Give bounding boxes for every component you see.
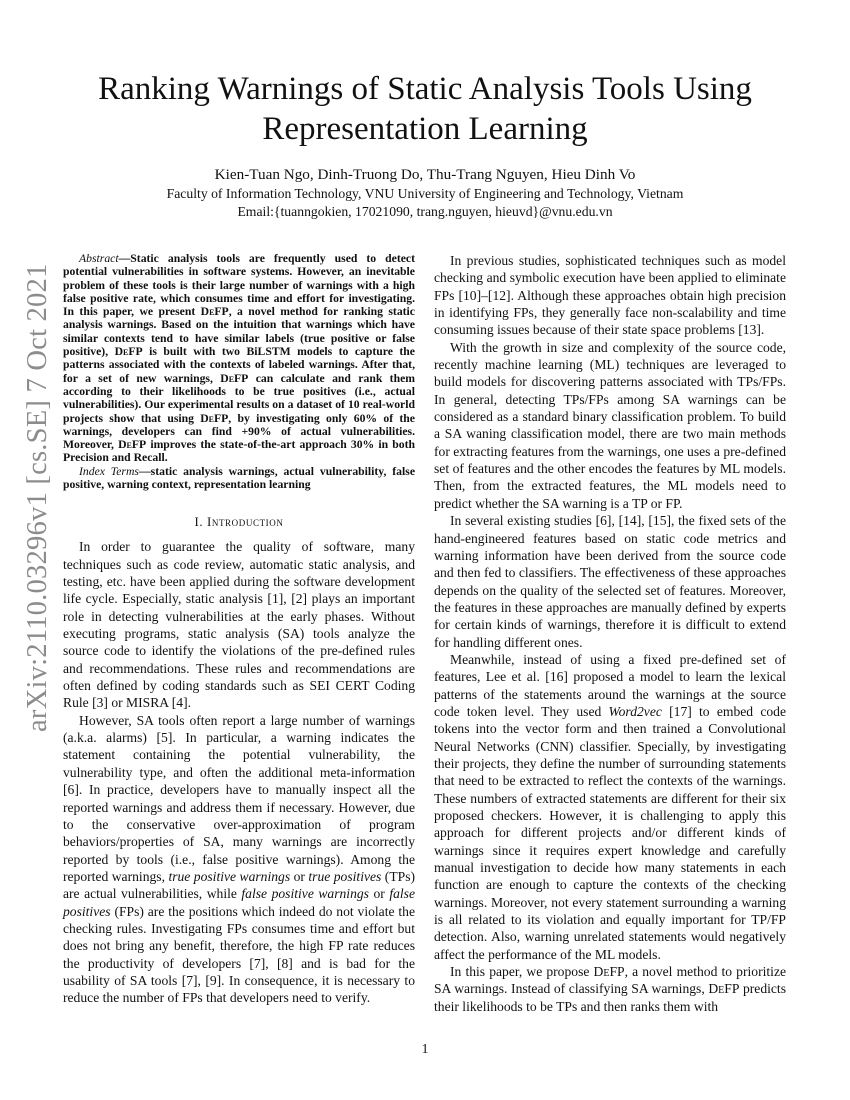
paper-title: Ranking Warnings of Static Analysis Tools Using Representation Learning — [98, 71, 752, 147]
body-paragraph: Meanwhile, instead of using a fixed pre-defined set of features, Lee et al. [16] proposed a model to learn the lexical patterns of the statements around the warnings at the source code token level. They used Word2vec [17] to embed code tokens into the vector form and then trained a Convolutional Neural Networks (CNN) classifier. Specially, by investigating their projects, they define the number of surrounding statements that need to be extracted to reflect the contexts of the warnings. These numbers of extracted statements are different for their six proposed checkers. However, it is challenging to apply this approach for different projects and/or different kinds of warnings since it requires expert knowledge and carefully manual investigation to decide how many statements in each function are enough to capture the contexts of the checking warnings. Moreover, not every statement surrounding a warning is all related to its violation and equally important for TP/FP detection. Also, warning unrelated statements would negatively affect the performance of the ML models. — [434, 651, 786, 962]
section-title: Introduction — [207, 515, 284, 530]
body-paragraph: In previous studies, sophisticated techniques such as model checking and symbolic execution have been applied to eliminate FPs [10]–[12]. Although these approaches obtain high precision in identifying FPs, they generally face non-scalability and time consuming issues because of their state space problems [13]. — [434, 253, 786, 338]
abstract-label: Abstract — [79, 252, 119, 265]
body-paragraph: In this paper, we propose DeFP, a novel method to prioritize SA warnings. Instead of classifying SA warnings, DeFP predicts their likelihoods to be TPs and then ranks them with — [434, 964, 787, 1014]
abstract: Abstract—Static analysis tools are frequently used to detect potential vulnerabilities in software systems. However, an inevitable problem of these tools is their large number of warnings with a high false positive rate, which consumes time and effort for investigating. In this paper, we present DeFP, a novel method for ranking static analysis warnings. Based on the intuition that warnings which have similar contexts tend to have similar labels (true positive or false positive), DeFP is built with two BiLSTM models to capture the patterns associated with the contexts of labeled warnings. After that, for a set of new warnings, DeFP can calculate and rank them according to their likelihoods to be true positives (i.e., actual vulnerabilities). Our experimental results on a dataset of 10 real-world projects show that using DeFP, by investigating only 60% of the warnings, developers can find +90% of actual vulnerabilities. Moreover, DeFP improves the state-of-the-art approach 30% in both Precision and Recall. — [63, 252, 416, 465]
method-name: DeFP — [220, 371, 249, 385]
right-column — [434, 252, 786, 1015]
left-column — [63, 252, 415, 1007]
arxiv-identifier: arXiv:2110.03296v1 [cs.SE] 7 Oct 2021 — [22, 263, 53, 732]
index-terms-label: Index Terms — [79, 464, 139, 478]
index-terms: Index Terms—static analysis warnings, actual vulnerability, false positive, warning context, representation learning — [63, 464, 416, 492]
body-paragraph: However, SA tools often report a large number of warnings (a.k.a. alarms) [5]. In particular, a warning indicates the statement containing the potential vulnerability, the vulnerability type, and often the additional meta-information [6]. In practice, developers have to manually inspect all the reported warnings and address them if necessary. However, due to the conservative over-approximation of program behaviors/properties of SA, many warnings are incorrectly reported by tools (i.e., false positive warnings). Among the reported warnings, true positive warnings or true positives (TPs) are actual vulnerabilities, while false positive warnings or false positives (FPs) are the positions which indeed do not violate the checking rules. Investigating FPs consumes time and effort but does not bring any benefit, therefore, the high FP rate reduces the productivity of developers [7], [8] and is bad for the usability of SA tools [7], [9]. In consequence, it is necessary to reduce the number of FPs that developers need to verify. — [63, 712, 416, 1006]
author-list: Kien-Tuan Ngo, Dinh-Truong Do, Thu-Trang Nguyen, Hieu Dinh Vo — [214, 166, 636, 183]
affiliation: Faculty of Information Technology, VNU University of Engineering and Technology, Vietnam — [166, 186, 684, 201]
author-emails: Email:{tuanngokien, 17021090, trang.nguyen, hieuvd}@vnu.edu.vn — [237, 204, 613, 219]
method-name: DeFP — [114, 345, 143, 359]
body-paragraph: In several existing studies [6], [14], [15], the fixed sets of the hand-engineered features based on static code metrics and warning information have been derived from the source code and then fed to classifiers. The effectiveness of these approaches depends on the quality of the selected set of features. Moreover, the features in these approaches are manually defined by experts for certain kinds of warnings, therefore it is difficult to extend for handling different ones. — [434, 513, 786, 650]
body-paragraph: With the growth in size and complexity of the source code, recently machine learning (ML) techniques are leveraged to build models for discovering patterns associated with TPs/FPs. In general, detecting TPs/FPs among SA warnings can be considered as a standard binary classification problem. To build a SA waning classification model, there are two main methods for extracting features from the warnings, one uses a pre-defined set of features and the other encodes the features by ML models. Then, from the extracted features, the ML models need to predict whether the SA warning is a TP or FP. — [434, 339, 786, 511]
abstract-block — [63, 252, 415, 491]
arxiv-identifier-sidebar — [6, 252, 66, 732]
method-name: DeFP — [593, 964, 625, 980]
section-heading — [63, 515, 415, 530]
body-paragraph: In order to guarantee the quality of software, many techniques such as code review, automatic static analysis, and testing, etc. have been applied during the software development life cycle. Especially, static analysis [1], [2] plays an important role in detecting vulnerabilities at the early phases. Without executing programs, static analysis (SA) tools analyze the source code to identify the violations of the pre-defined rules and recommendations. These rules and recommendations are often defined by coding standards such as SEI CERT Coding Rule [3] or MISRA [4]. — [63, 539, 415, 711]
section-number: I. — [194, 515, 204, 530]
method-name: DeFP — [200, 411, 229, 425]
page-number: 1 — [421, 1041, 429, 1056]
method-name: DeFP — [708, 981, 740, 997]
method-name: DeFP — [118, 438, 147, 452]
method-name: DeFP — [200, 305, 229, 319]
